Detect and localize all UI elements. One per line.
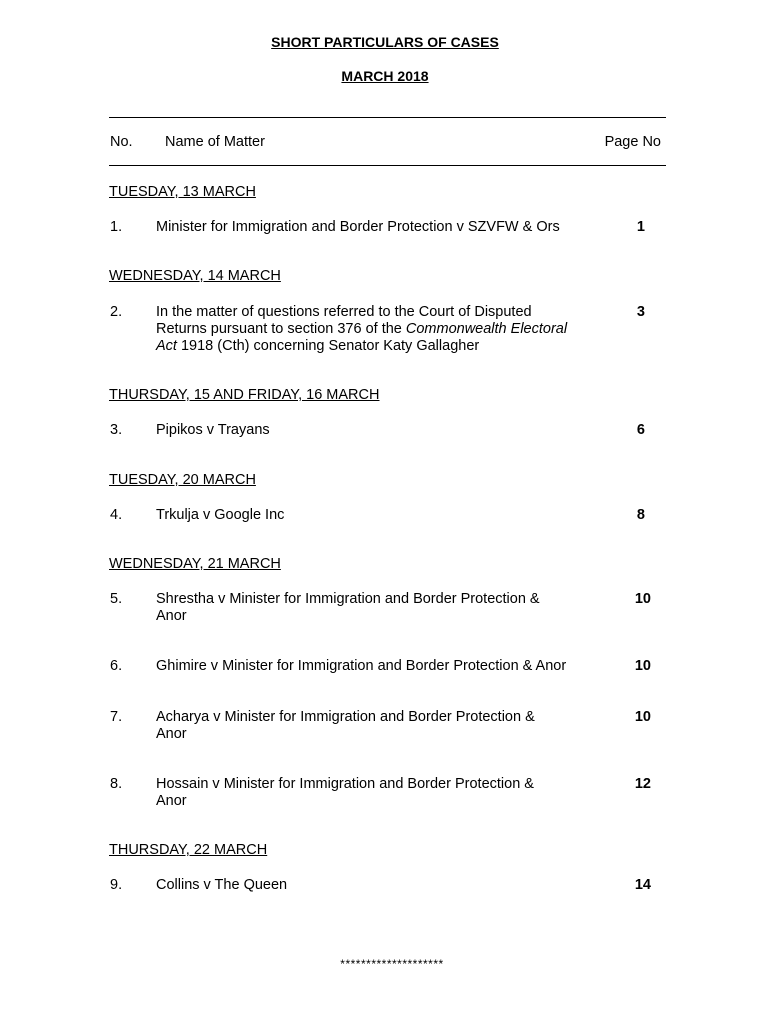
case-number: 8. [110,776,123,792]
day-heading: TUESDAY, 13 MARCH [109,184,256,200]
header-bottom-rule [109,165,666,166]
day-heading: WEDNESDAY, 21 MARCH [109,556,281,572]
day-heading: THURSDAY, 15 AND FRIDAY, 16 MARCH [109,387,380,403]
footer-asterisks: ******************** [340,957,444,971]
case-number: 5. [110,591,123,607]
case-page-number: 8 [636,507,645,523]
case-number: 6. [110,658,123,674]
case-name: Minister for Immigration and Border Protection v SZVFW & Ors [156,219,560,235]
column-header-page: Page No [604,134,661,150]
case-name: Pipikos v Trayans [156,422,270,438]
case-name: Acharya v Minister for Immigration and Border Protection & Anor [156,709,535,742]
case-page-number: 10 [634,709,651,725]
case-page-number: 6 [636,422,645,438]
case-page-number: 1 [636,219,645,235]
document-title: SHORT PARTICULARS OF CASES [271,34,499,50]
case-name: Trkulja v Google Inc [156,507,285,523]
case-name: Ghimire v Minister for Immigration and Border Protection & Anor [156,658,567,674]
case-number: 9. [110,877,123,893]
case-number: 2. [110,304,123,320]
case-number: 7. [110,709,123,725]
column-header-matter: Name of Matter [165,134,265,150]
document-subtitle: MARCH 2018 [341,68,429,84]
day-heading: WEDNESDAY, 14 MARCH [109,268,281,284]
day-heading: THURSDAY, 22 MARCH [109,842,268,858]
case-number: 3. [110,422,123,438]
case-number: 4. [110,507,123,523]
case-number: 1. [110,219,123,235]
case-name: Hossain v Minister for Immigration and Border Protection & Anor [156,776,534,809]
case-page-number: 3 [636,304,645,320]
case-page-number: 12 [634,776,651,792]
case-name: Collins v The Queen [156,877,288,893]
column-header-no: No. [110,134,133,150]
case-name: In the matter of questions referred to the Court of Disputed Returns pursuant to section 376 of the Commonwealth Electoral Act 1918 (Cth) concerning Senator Katy Gallagher [156,304,568,354]
case-name: Shrestha v Minister for Immigration and Border Protection & Anor [156,591,540,624]
header-top-rule [109,117,666,118]
day-heading: TUESDAY, 20 MARCH [109,472,256,488]
case-page-number: 10 [634,658,651,674]
case-page-number: 14 [634,877,651,893]
case-page-number: 10 [634,591,651,607]
